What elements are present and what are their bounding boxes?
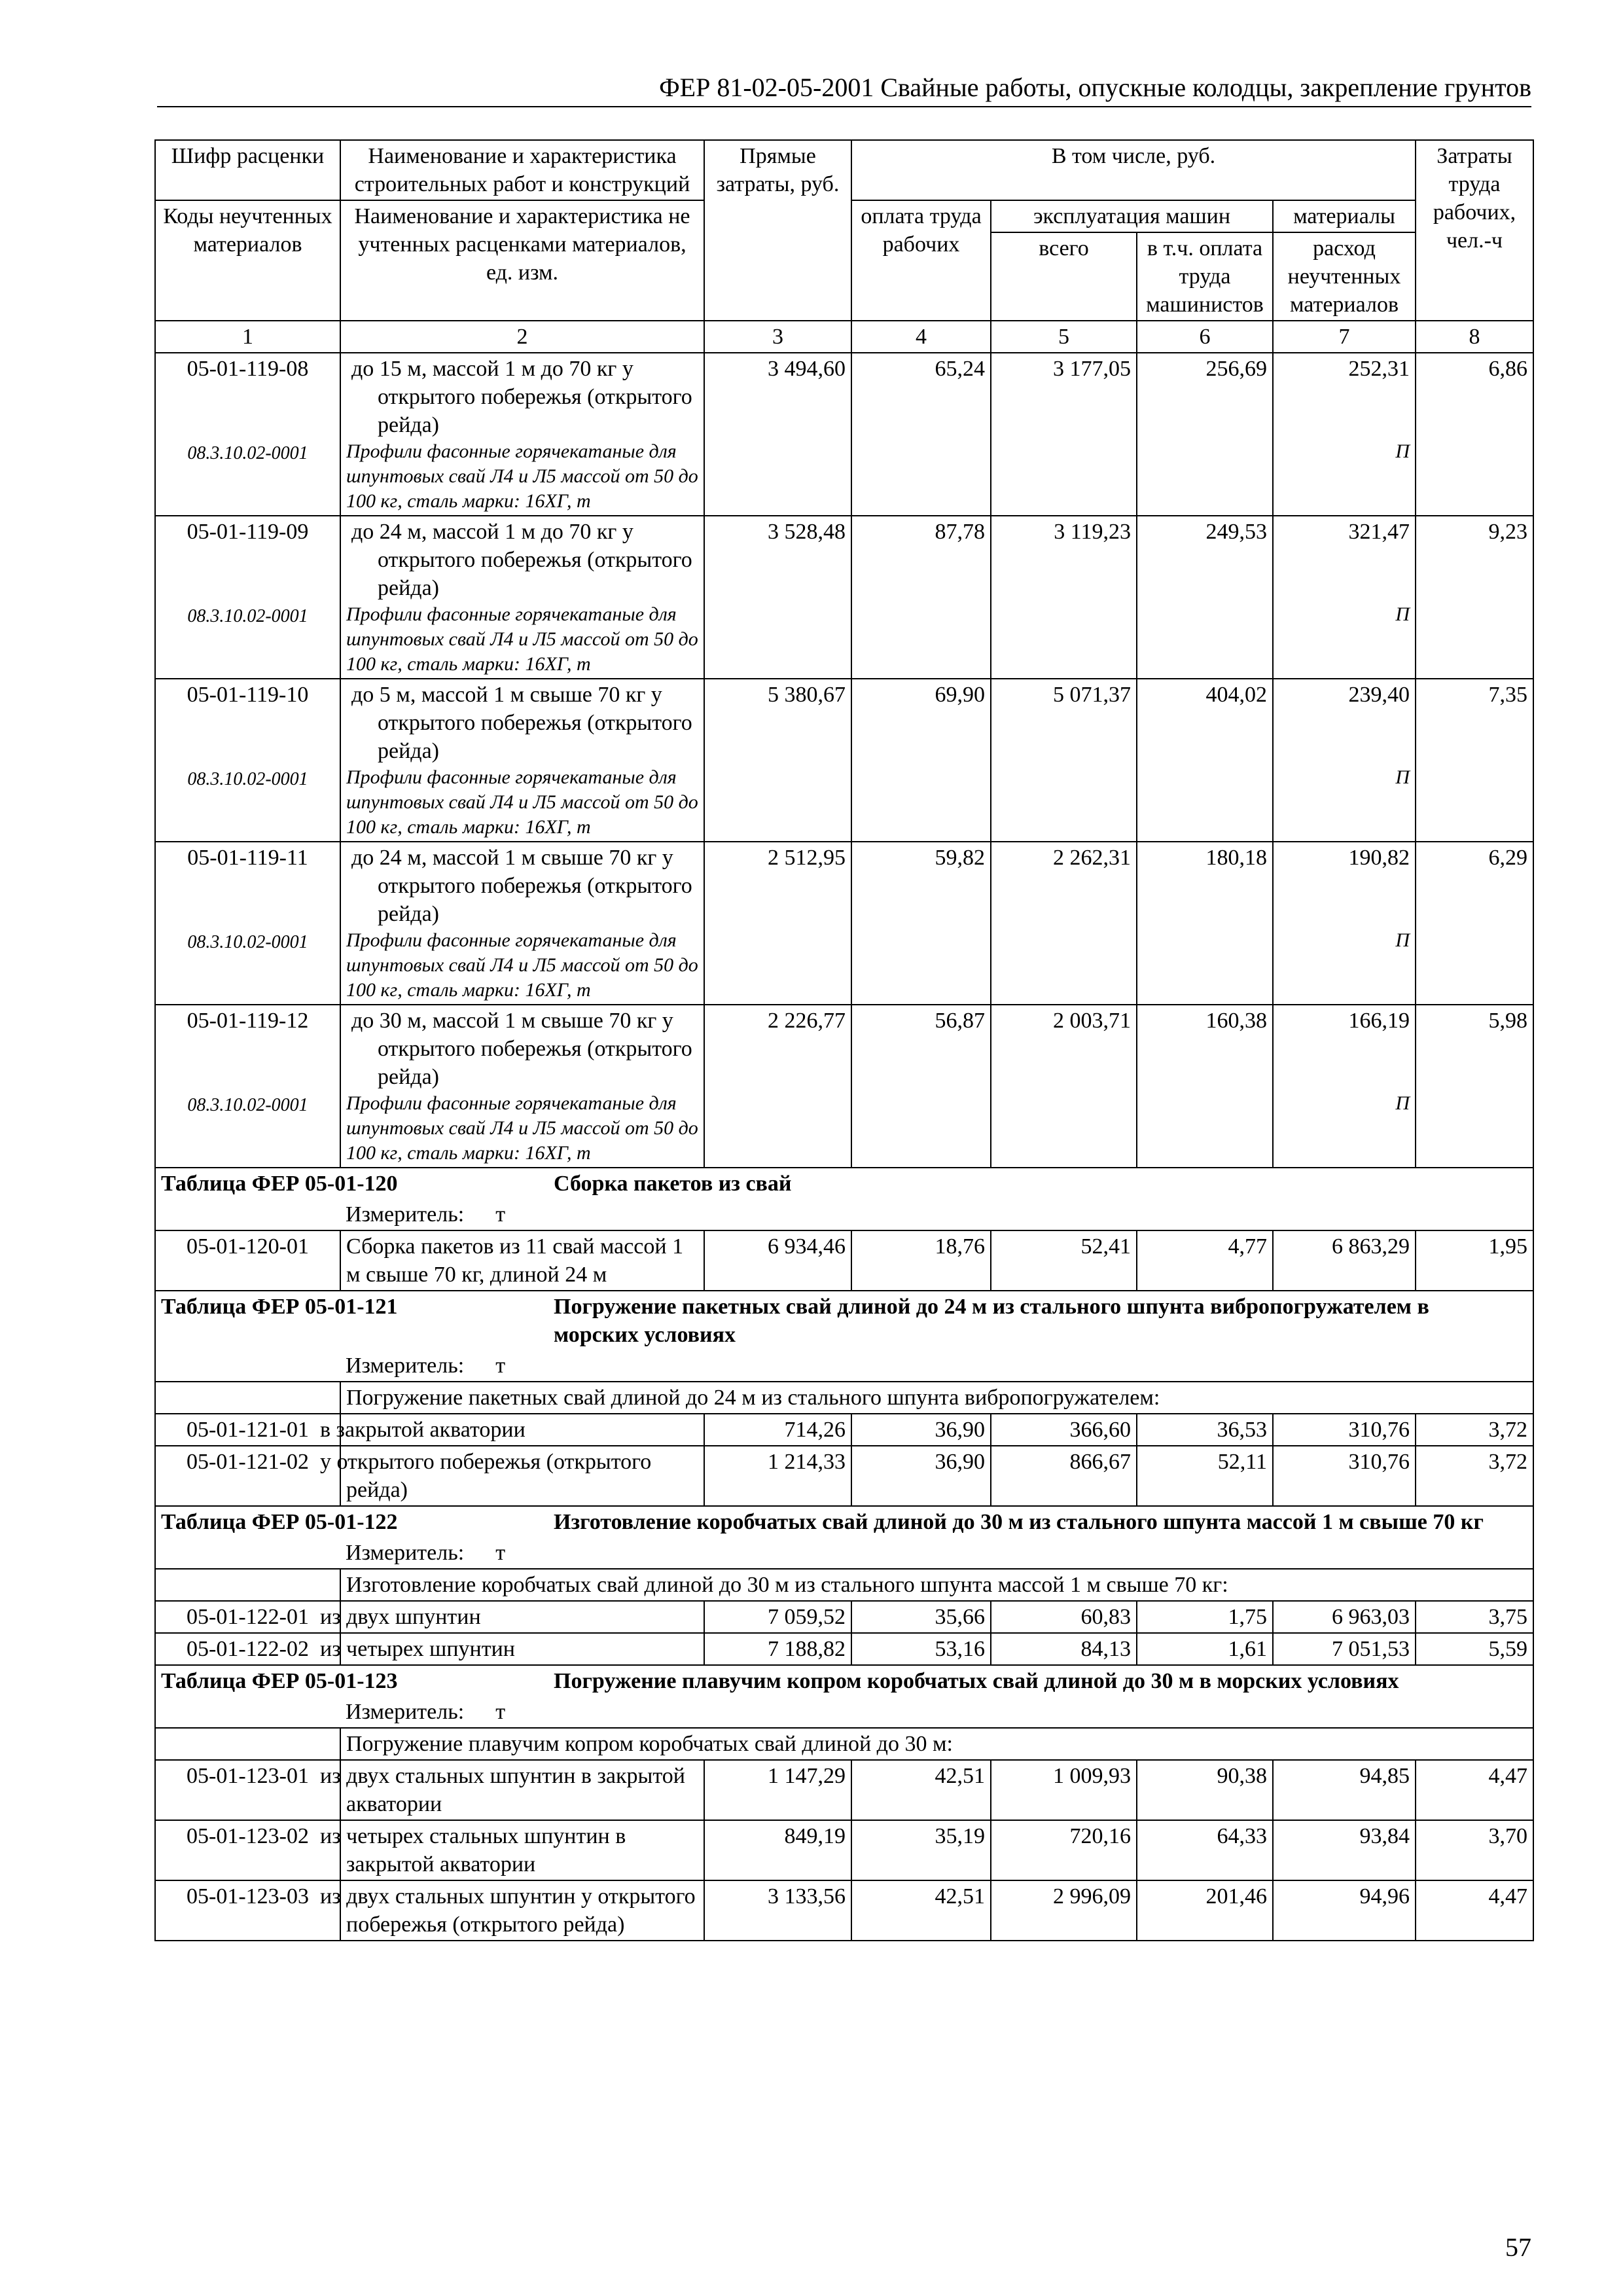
table-number: Таблица ФЕР 05-01-121 bbox=[161, 1295, 398, 1319]
machinist-cost: 160,38 bbox=[1137, 1005, 1273, 1168]
labor-cost: 42,51 bbox=[851, 1880, 991, 1941]
rate-code: 05-01-119-08 08.3.10.02-0001 bbox=[155, 353, 340, 516]
rate-description: из четырех шпунтин bbox=[340, 1633, 704, 1665]
rate-description: до 24 м, массой 1 м до 70 кг у открытого побережья (открытого рейда) Профили фасонные горячекатаные для шпунтовых свай Л4 и Л5 массой от 50 до 100 кг, сталь марки: 16ХГ, т bbox=[340, 516, 704, 679]
table-row bbox=[155, 1760, 1533, 1820]
material-cost: 6 863,29 bbox=[1273, 1230, 1416, 1291]
table-row bbox=[155, 1633, 1533, 1665]
machine-cost: 52,41 bbox=[991, 1230, 1137, 1291]
direct-cost: 1 214,33 bbox=[704, 1446, 851, 1506]
table-row bbox=[155, 1601, 1533, 1633]
table-number: Таблица ФЕР 05-01-123 bbox=[161, 1669, 398, 1693]
rate-code: 05-01-119-09 08.3.10.02-0001 bbox=[155, 516, 340, 679]
col-number: 5 bbox=[991, 321, 1137, 353]
labor-cost: 36,90 bbox=[851, 1414, 991, 1446]
measure-row bbox=[155, 1696, 1533, 1728]
labor-cost: 56,87 bbox=[851, 1005, 991, 1168]
rate-code: 05-01-123-01 bbox=[155, 1760, 340, 1820]
labor-hours: 3,72 bbox=[1416, 1414, 1533, 1446]
measure-label: Измеритель: bbox=[346, 1541, 465, 1565]
col-number: 8 bbox=[1416, 321, 1533, 353]
col-mach-total-header: всего bbox=[991, 232, 1137, 321]
page-number: 57 bbox=[1505, 2233, 1531, 2262]
rate-description: в закрытой акватории bbox=[340, 1414, 704, 1446]
material-name: Профили фасонные горячекатаные для шпунтовых свай Л4 и Л5 массой от 50 до 100 кг, сталь марки: 16ХГ, т bbox=[346, 1092, 698, 1164]
labor-hours: 3,70 bbox=[1416, 1820, 1533, 1880]
measure-label: Измеритель: bbox=[346, 1202, 465, 1227]
machinist-cost: 404,02 bbox=[1137, 679, 1273, 842]
section-heading bbox=[155, 1291, 1533, 1350]
table-row bbox=[155, 516, 1533, 679]
machine-cost: 866,67 bbox=[991, 1446, 1137, 1506]
material-mark: П bbox=[1395, 603, 1410, 625]
rate-code: 05-01-122-01 bbox=[155, 1601, 340, 1633]
rate-code: 05-01-123-02 bbox=[155, 1820, 340, 1880]
table-row bbox=[155, 842, 1533, 1005]
table-title: Изготовление коробчатых свай длиной до 30 м из стального шпунта массой 1 м свыше 70 кг bbox=[554, 1510, 1484, 1534]
col-name-header: Наименование и характеристика строительных работ и конструкций bbox=[340, 140, 704, 200]
table-row bbox=[155, 679, 1533, 842]
col-number: 4 bbox=[851, 321, 991, 353]
labor-hours: 6,86 bbox=[1416, 353, 1533, 516]
table-header-row bbox=[155, 140, 1533, 200]
table-number: Таблица ФЕР 05-01-122 bbox=[161, 1510, 398, 1534]
section-heading bbox=[155, 1506, 1533, 1537]
table-title: Сборка пакетов из свай bbox=[554, 1172, 792, 1196]
labor-cost: 35,66 bbox=[851, 1601, 991, 1633]
column-numbers-row bbox=[155, 321, 1533, 353]
rate-code: 05-01-119-11 08.3.10.02-0001 bbox=[155, 842, 340, 1005]
labor-hours: 5,98 bbox=[1416, 1005, 1533, 1168]
labor-cost: 53,16 bbox=[851, 1633, 991, 1665]
measure-label: Измеритель: bbox=[346, 1700, 465, 1724]
labor-hours: 7,35 bbox=[1416, 679, 1533, 842]
labor-hours: 4,47 bbox=[1416, 1880, 1533, 1941]
col-number: 7 bbox=[1273, 321, 1416, 353]
direct-cost: 7 188,82 bbox=[704, 1633, 851, 1665]
rate-code: 05-01-121-02 bbox=[155, 1446, 340, 1506]
material-cost: 94,85 bbox=[1273, 1760, 1416, 1820]
labor-cost: 36,90 bbox=[851, 1446, 991, 1506]
col-number: 2 bbox=[340, 321, 704, 353]
material-cost: 6 963,03 bbox=[1273, 1601, 1416, 1633]
machine-cost: 84,13 bbox=[991, 1633, 1137, 1665]
rate-description: Сборка пакетов из 11 свай массой 1 м свыше 70 кг, длиной 24 м bbox=[340, 1230, 704, 1291]
labor-cost: 87,78 bbox=[851, 516, 991, 679]
rate-code: 05-01-123-03 bbox=[155, 1880, 340, 1941]
material-code: 08.3.10.02-0001 bbox=[187, 443, 308, 463]
table-row bbox=[155, 1820, 1533, 1880]
material-cost: 310,76 bbox=[1273, 1446, 1416, 1506]
labor-cost: 65,24 bbox=[851, 353, 991, 516]
measure-unit: т bbox=[495, 1541, 506, 1565]
direct-cost: 2 226,77 bbox=[704, 1005, 851, 1168]
machinist-cost: 1,75 bbox=[1137, 1601, 1273, 1633]
direct-cost: 1 147,29 bbox=[704, 1760, 851, 1820]
material-code: 08.3.10.02-0001 bbox=[187, 606, 308, 626]
labor-cost: 59,82 bbox=[851, 842, 991, 1005]
direct-cost: 3 133,56 bbox=[704, 1880, 851, 1941]
machine-cost: 366,60 bbox=[991, 1414, 1137, 1446]
rate-description: у открытого побережья (открытого рейда) bbox=[340, 1446, 704, 1506]
page-header: ФЕР 81-02-05-2001 Свайные работы, опускные колодцы, закрепление грунтов bbox=[157, 72, 1531, 107]
table-row bbox=[155, 1005, 1533, 1168]
material-mark: П bbox=[1395, 1092, 1410, 1114]
rate-code: 05-01-120-01 bbox=[155, 1230, 340, 1291]
table-number: Таблица ФЕР 05-01-120 bbox=[161, 1172, 398, 1196]
machinist-cost: 256,69 bbox=[1137, 353, 1273, 516]
material-name: Профили фасонные горячекатаные для шпунтовых свай Л4 и Л5 массой от 50 до 100 кг, сталь марки: 16ХГ, т bbox=[346, 603, 698, 675]
machine-cost: 1 009,93 bbox=[991, 1760, 1137, 1820]
material-cost: 321,47 П bbox=[1273, 516, 1416, 679]
material-mark: П bbox=[1395, 440, 1410, 462]
direct-cost: 5 380,67 bbox=[704, 679, 851, 842]
material-cost: 7 051,53 bbox=[1273, 1633, 1416, 1665]
col-machines-header: эксплуатация машин bbox=[991, 200, 1273, 232]
col-mach-labor-header: в т.ч. оплата труда машинистов bbox=[1137, 232, 1273, 321]
group-row bbox=[155, 1728, 1533, 1760]
rate-code: 05-01-122-02 bbox=[155, 1633, 340, 1665]
group-label: Погружение плавучим копром коробчатых свай длиной до 30 м: bbox=[340, 1728, 1533, 1760]
col-labor-header: оплата труда рабочих bbox=[851, 200, 991, 321]
machine-cost: 2 262,31 bbox=[991, 842, 1137, 1005]
machine-cost: 5 071,37 bbox=[991, 679, 1137, 842]
direct-cost: 3 528,48 bbox=[704, 516, 851, 679]
col-matname-header: Наименование и характеристика не учтенных расценками материалов, ед. изм. bbox=[340, 200, 704, 321]
labor-hours: 3,75 bbox=[1416, 1601, 1533, 1633]
col-hours-header: Затраты труда рабочих, чел.-ч bbox=[1416, 140, 1533, 321]
rate-description: из двух шпунтин bbox=[340, 1601, 704, 1633]
rate-code: 05-01-121-01 bbox=[155, 1414, 340, 1446]
machine-cost: 3 177,05 bbox=[991, 353, 1137, 516]
rate-description: из двух стальных шпунтин у открытого побережья (открытого рейда) bbox=[340, 1880, 704, 1941]
measure-unit: т bbox=[495, 1354, 506, 1378]
material-code: 08.3.10.02-0001 bbox=[187, 769, 308, 789]
group-label: Погружение пакетных свай длиной до 24 м из стального шпунта вибропогружателем: bbox=[340, 1382, 1533, 1414]
material-cost: 94,96 bbox=[1273, 1880, 1416, 1941]
labor-hours: 1,95 bbox=[1416, 1230, 1533, 1291]
col-number: 1 bbox=[155, 321, 340, 353]
machinist-cost: 201,46 bbox=[1137, 1880, 1273, 1941]
direct-cost: 849,19 bbox=[704, 1820, 851, 1880]
col-direct-header: Прямые затраты, руб. bbox=[704, 140, 851, 321]
labor-hours: 9,23 bbox=[1416, 516, 1533, 679]
material-cost: 166,19 П bbox=[1273, 1005, 1416, 1168]
material-name: Профили фасонные горячекатаные для шпунтовых свай Л4 и Л5 массой от 50 до 100 кг, сталь марки: 16ХГ, т bbox=[346, 766, 698, 838]
labor-hours: 6,29 bbox=[1416, 842, 1533, 1005]
rate-description: до 24 м, массой 1 м свыше 70 кг у открытого побережья (открытого рейда) Профили фасонные горячекатаные для шпунтовых свай Л4 и Л5 массой от 50 до 100 кг, сталь марки: 16ХГ, т bbox=[340, 842, 704, 1005]
machine-cost: 2 003,71 bbox=[991, 1005, 1137, 1168]
material-name: Профили фасонные горячекатаные для шпунтовых свай Л4 и Л5 массой от 50 до 100 кг, сталь марки: 16ХГ, т bbox=[346, 440, 698, 512]
table-row bbox=[155, 1880, 1533, 1941]
measure-unit: т bbox=[495, 1700, 506, 1724]
material-mark: П bbox=[1395, 929, 1410, 951]
labor-hours: 3,72 bbox=[1416, 1446, 1533, 1506]
table-row bbox=[155, 1230, 1533, 1291]
machinist-cost: 52,11 bbox=[1137, 1446, 1273, 1506]
machinist-cost: 36,53 bbox=[1137, 1414, 1273, 1446]
direct-cost: 714,26 bbox=[704, 1414, 851, 1446]
table-title: Погружение плавучим копром коробчатых свай длиной до 30 м в морских условиях bbox=[554, 1669, 1399, 1693]
machinist-cost: 64,33 bbox=[1137, 1820, 1273, 1880]
machinist-cost: 4,77 bbox=[1137, 1230, 1273, 1291]
material-cost: 252,31 П bbox=[1273, 353, 1416, 516]
col-group-header: В том числе, руб. bbox=[851, 140, 1416, 200]
material-cost: 310,76 bbox=[1273, 1414, 1416, 1446]
measure-row bbox=[155, 1537, 1533, 1569]
col-materials-header: материалы bbox=[1273, 200, 1416, 232]
table-row bbox=[155, 1446, 1533, 1506]
machine-cost: 3 119,23 bbox=[991, 516, 1137, 679]
machine-cost: 720,16 bbox=[991, 1820, 1137, 1880]
material-code: 08.3.10.02-0001 bbox=[187, 1095, 308, 1115]
measure-label: Измеритель: bbox=[346, 1354, 465, 1378]
section-heading bbox=[155, 1665, 1533, 1696]
rate-description: до 5 м, массой 1 м свыше 70 кг у открытого побережья (открытого рейда) Профили фасонные горячекатаные для шпунтовых свай Л4 и Л5 массой от 50 до 100 кг, сталь марки: 16ХГ, т bbox=[340, 679, 704, 842]
material-cost: 93,84 bbox=[1273, 1820, 1416, 1880]
rate-description: до 30 м, массой 1 м свыше 70 кг у открытого побережья (открытого рейда) Профили фасонные горячекатаные для шпунтовых свай Л4 и Л5 массой от 50 до 100 кг, сталь марки: 16ХГ, т bbox=[340, 1005, 704, 1168]
rates-table bbox=[154, 139, 1534, 1941]
measure-row bbox=[155, 1199, 1533, 1230]
machinist-cost: 90,38 bbox=[1137, 1760, 1273, 1820]
group-label: Изготовление коробчатых свай длиной до 30 м из стального шпунта массой 1 м свыше 70 кг: bbox=[340, 1569, 1533, 1601]
table-row bbox=[155, 353, 1533, 516]
rate-code: 05-01-119-12 08.3.10.02-0001 bbox=[155, 1005, 340, 1168]
machine-cost: 2 996,09 bbox=[991, 1880, 1137, 1941]
labor-cost: 69,90 bbox=[851, 679, 991, 842]
col-number: 6 bbox=[1137, 321, 1273, 353]
table-row bbox=[155, 1414, 1533, 1446]
section-heading bbox=[155, 1168, 1533, 1199]
direct-cost: 3 494,60 bbox=[704, 353, 851, 516]
material-cost: 190,82 П bbox=[1273, 842, 1416, 1005]
group-row bbox=[155, 1569, 1533, 1601]
labor-cost: 42,51 bbox=[851, 1760, 991, 1820]
measure-unit: т bbox=[495, 1202, 506, 1227]
rate-code: 05-01-119-10 08.3.10.02-0001 bbox=[155, 679, 340, 842]
material-mark: П bbox=[1395, 766, 1410, 788]
direct-cost: 6 934,46 bbox=[704, 1230, 851, 1291]
rate-description: до 15 м, массой 1 м до 70 кг у открытого побережья (открытого рейда) Профили фасонные горячекатаные для шпунтовых свай Л4 и Л5 массой от 50 до 100 кг, сталь марки: 16ХГ, т bbox=[340, 353, 704, 516]
material-cost: 239,40 П bbox=[1273, 679, 1416, 842]
labor-hours: 4,47 bbox=[1416, 1760, 1533, 1820]
labor-cost: 35,19 bbox=[851, 1820, 991, 1880]
labor-hours: 5,59 bbox=[1416, 1633, 1533, 1665]
rate-description: из двух стальных шпунтин в закрытой акватории bbox=[340, 1760, 704, 1820]
col-number: 3 bbox=[704, 321, 851, 353]
machine-cost: 60,83 bbox=[991, 1601, 1137, 1633]
material-name: Профили фасонные горячекатаные для шпунтовых свай Л4 и Л5 массой от 50 до 100 кг, сталь марки: 16ХГ, т bbox=[346, 929, 698, 1001]
direct-cost: 7 059,52 bbox=[704, 1601, 851, 1633]
machinist-cost: 249,53 bbox=[1137, 516, 1273, 679]
col-code-header: Шифр расценки bbox=[155, 140, 340, 200]
col-mat-header: расход неучтенных материалов bbox=[1273, 232, 1416, 321]
direct-cost: 2 512,95 bbox=[704, 842, 851, 1005]
machinist-cost: 180,18 bbox=[1137, 842, 1273, 1005]
labor-cost: 18,76 bbox=[851, 1230, 991, 1291]
machinist-cost: 1,61 bbox=[1137, 1633, 1273, 1665]
material-code: 08.3.10.02-0001 bbox=[187, 932, 308, 952]
col-matcode-header: Коды неучтенных материалов bbox=[155, 200, 340, 321]
rate-description: из четырех стальных шпунтин в закрытой акватории bbox=[340, 1820, 704, 1880]
table-title: Погружение пакетных свай длиной до 24 м из стального шпунта вибропогружателем в морских условиях bbox=[554, 1295, 1429, 1347]
measure-row bbox=[155, 1350, 1533, 1382]
group-row bbox=[155, 1382, 1533, 1414]
